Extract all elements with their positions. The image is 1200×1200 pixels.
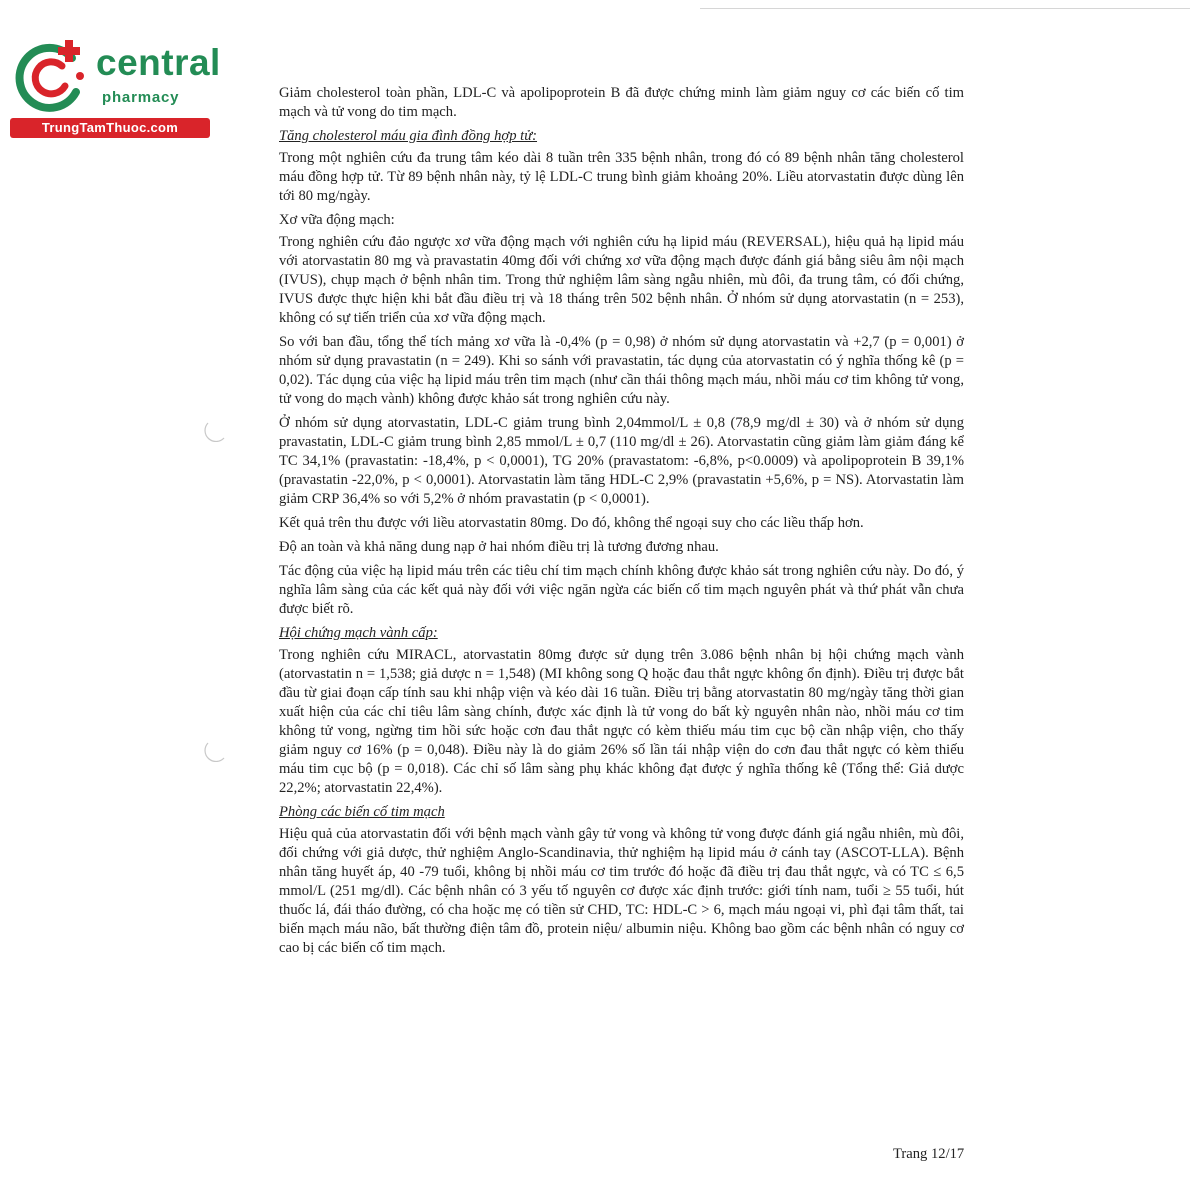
paragraph: Tác động của việc hạ lipid máu trên các tiêu chí tim mạch chính không được khảo sát trong nghiên cứu này. Do đó, ý nghĩa lâm sàng của các kết quả này đối với việc ngăn ngừa các biến cố tim mạch nguyên phát và thứ phát vẫn chưa được biết rõ. [279,563,964,617]
paragraph: Trong nghiên cứu MIRACL, atorvastatin 80mg được sử dụng trên 3.086 bệnh nhân bị hội chứng mạch vành (atorvastatin n = 1,538; giả dược n = 1,548) (MI không song Q hoặc đau thắt ngực không ổn định). Điều trị được bắt đầu từ giai đoạn cấp tính sau khi nhập viện và kéo dài 16 tuần. Điều trị bằng atorvastatin 80 mg/ngày tăng thời gian xuất hiện của các chỉ tiêu lâm sàng chính, được xác định là tử vong do bất kỳ nguyên nhân nào, nhồi máu cơ tim không tử vong, ngừng tim hồi sức hoặc cơn đau thắt ngực có kèm thiếu máu tim cục bộ cần nhập viện, cho thấy giảm nguy cơ 16% (p = 0,048). Điều này là do giảm 26% số lần tái nhập viện do cơn đau thắt ngực có kèm thiếu máu tim cục bộ (p = 0,018). Các chỉ số lâm sàng phụ khác không đạt được ý nghĩa thống kê (Tổng thể: Giả dược 22,2%; atorvastatin 22,4%). [279,647,964,796]
logo-brand-name: central [96,42,221,83]
paragraph: So với ban đầu, tổng thể tích mảng xơ vữa là -0,4% (p = 0,98) ở nhóm sử dụng atorvastatin và +2,7 (p = 0,001) ở nhóm sử dụng pravastatin (n = 249). Khi so sánh với pravastatin, tác dụng của atorvastatin có ý nghĩa thống kê (p = 0,02). Tác dụng của việc hạ lipid máu trên tim mạch (như cần thái thông mạch máu, nhồi máu cơ tim không tử vong, tử vong do mạch vành) không được khảo sát trong nghiên cứu này. [279,334,964,407]
section-heading-acute-coronary-syndrome: Hội chứng mạch vành cấp: [279,625,438,641]
section-heading-cardiovascular-prevention: Phòng các biến cố tim mạch [279,804,445,820]
hole-punch-mark [204,420,226,442]
section-heading-atherosclerosis: Xơ vữa động mạch: [279,212,395,228]
hole-punch-mark [204,740,226,762]
paragraph: Trong một nghiên cứu đa trung tâm kéo dài 8 tuần trên 335 bệnh nhân, trong đó có 89 bệnh nhân tăng cholesterol máu đồng hợp tử. Từ 89 bệnh nhân này, tỷ lệ LDL-C trung bình giảm khoảng 20%. Liều atorvastatin được dùng lên tới 80 mg/ngày. [279,150,964,204]
logo-brand-sub: pharmacy [102,89,180,106]
page-number: Trang 12/17 [893,1146,965,1162]
paragraph: Giảm cholesterol toàn phần, LDL-C và apolipoprotein B đã được chứng minh làm giảm nguy cơ các biến cố tim mạch và tử vong do tim mạch. [279,85,964,120]
logo-website-url[interactable]: TrungTamThuoc.com [10,118,210,138]
top-scan-rule [700,8,1190,9]
paragraph: Hiệu quả của atorvastatin đối với bệnh mạch vành gây tử vong và không tử vong được đánh giá ngẫu nhiên, mù đôi, đối chứng với giả dược, thử nghiệm Anglo-Scandinavia, thử nghiệm hạ lipid máu ở cánh tay (ASCOT-LLA). Bệnh nhân tăng huyết áp, 40 -79 tuổi, không bị nhồi máu cơ tim trước đó hoặc đã điều trị đau thắt ngực, và có TC ≤ 6,5 mmol/L (251 mg/dl). Các bệnh nhân có 3 yếu tố nguyên cơ được xác định trước: giới tính nam, tuổi ≥ 55 tuổi, hút thuốc lá, đái tháo đường, có cha hoặc mẹ có tiền sử CHD, TC: HDL-C > 6, mạch máu ngoại vi, phì đại tâm thất, tai biến mạch máu não, bất thường điện tâm đồ, protein niệu/ albumin niệu. Không bao gồm các bệnh nhân có nguy cơ cao bị các biến cố tim mạch. [279,826,964,956]
section-heading-familial-hypercholesterolemia: Tăng cholesterol máu gia đình đồng hợp tử: [279,128,538,144]
paragraph: Kết quả trên thu được với liều atorvastatin 80mg. Do đó, không thể ngoại suy cho các liều thấp hơn. [279,515,864,531]
paragraph: Trong nghiên cứu đảo ngược xơ vữa động mạch với nghiên cứu hạ lipid máu (REVERSAL), hiệu quả hạ lipid máu với atorvastatin 80 mg và pravastatin 40mg đối với chứng xơ vữa động mạch được đánh giá bằng siêu âm nội mạch (IVUS), chụp mạch ở bệnh nhân tim. Trong thử nghiệm lâm sàng ngẫu nhiên, mù đôi, đa trung tâm, có đối chứng, IVUS được thực hiện khi bắt đầu điều trị và 18 tháng trên 502 bệnh nhân. Ở nhóm sử dụng atorvastatin (n = 253), không có sự tiến triển của xơ vữa động mạch. [279,234,964,326]
central-pharmacy-logo[interactable] [10,36,221,136]
paragraph: Độ an toàn và khả năng dung nạp ở hai nhóm điều trị là tương đương nhau. [279,539,719,555]
document-body [279,84,964,963]
pharmacy-cross-icon [10,36,90,116]
paragraph: Ở nhóm sử dụng atorvastatin, LDL-C giảm trung bình 2,04mmol/L ± 0,8 (78,9 mg/dl ± 30) và ở nhóm sử dụng pravastatin, LDL-C giảm trung bình 2,85 mmol/L ± 0,7 (110 mg/dl ± 26). Atorvastatin cũng giảm làm giảm đáng kể TC 34,1% (pravastatin: -18,4%, p < 0,0001), TG 20% (pravastatom: -6,8%, p<0.0009) và apolipoprotein B 39,1% (pravastatin -22,0%, p < 0,0001). Atorvastatin làm tăng HDL-C 2,9% (pravastatin +5,6%, p = NS). Atorvastatin làm giảm CRP 36,4% so với 5,2% ở nhóm pravastatin (p < 0,0001). [279,415,964,507]
